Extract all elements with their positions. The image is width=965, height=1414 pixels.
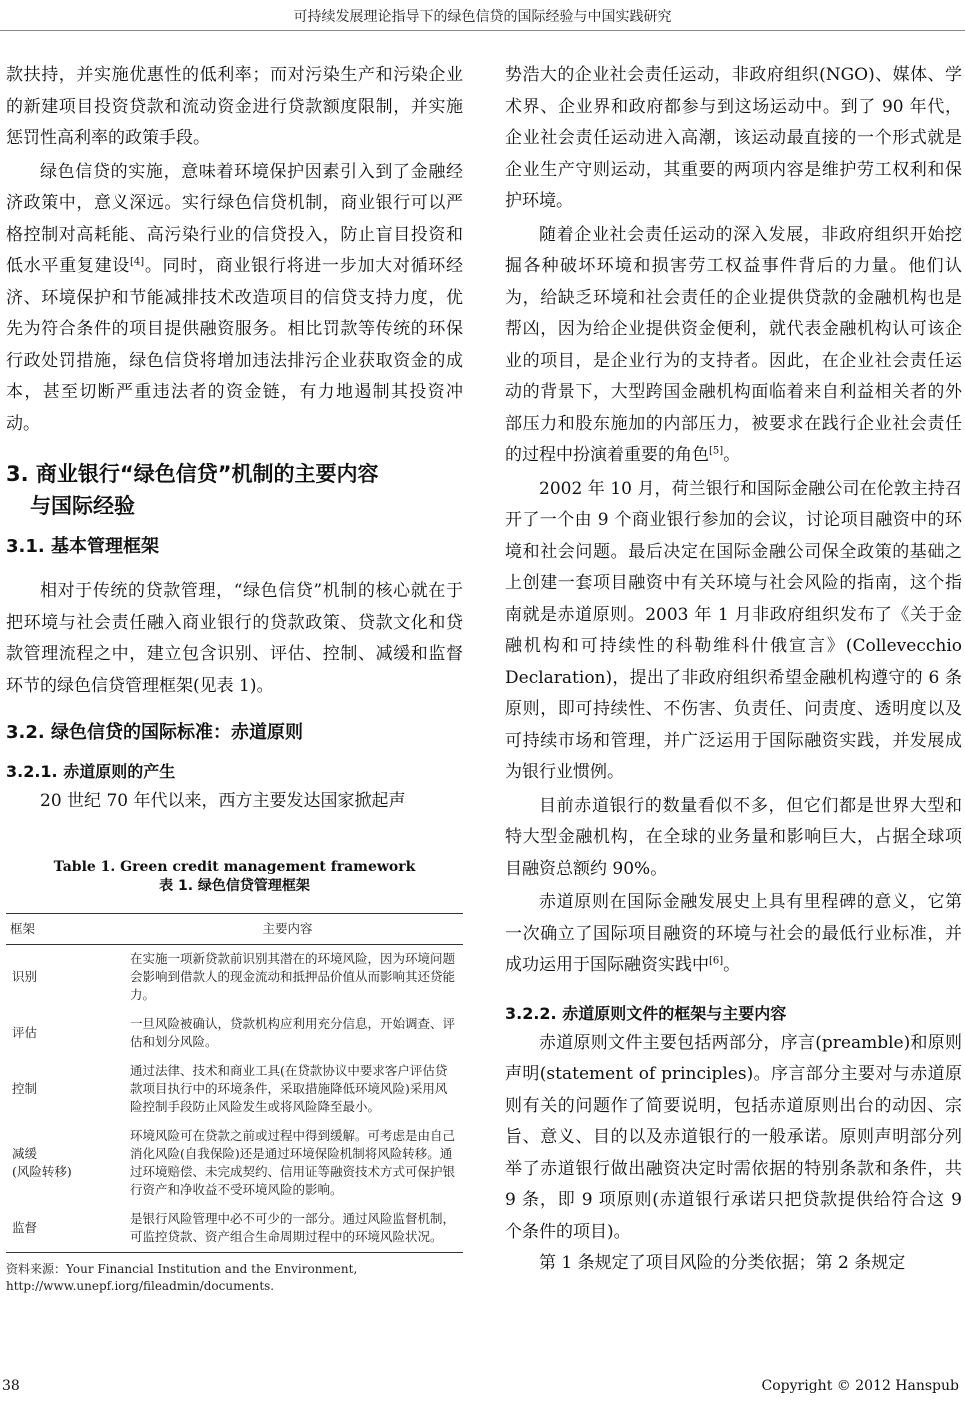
subsection-heading: 3.1. 基本管理框架	[6, 536, 159, 557]
table-cell: 一旦风险被确认，贷款机构应利用充分信息，开始调查、评估和划分风险。	[130, 1016, 456, 1049]
section-heading: 3. 商业银行“绿色信贷”机制的主要内容 与国际经验	[6, 462, 379, 518]
paragraph: 20 世纪 70 年代以来，西方主要发达国家掀起声	[40, 791, 406, 811]
subsection-heading: 3.2. 绿色信贷的国际标准：赤道原则	[6, 722, 303, 743]
copyright: Copyright © 2012 Hanspub	[761, 1378, 959, 1394]
table-cell: 是银行风险管理中必不可少的一部分。通过风险监督机制，可监控贷款、资产组合生命周期过程中的环境风险状况。	[112, 1205, 463, 1253]
page-number: 38	[2, 1378, 20, 1394]
table-row	[6, 945, 463, 1011]
framework-table	[6, 913, 463, 1253]
paragraph: 赤道原则在国际金融发展史上具有里程碑的意义，它第一次确立了国际项目融资的环境与社会的最低行业标准，并成功运用于国际融资实践中[6]。	[505, 892, 962, 975]
table-cell: 减缓 (风险转移)	[12, 1146, 72, 1179]
table-row	[6, 1205, 463, 1253]
subsubsection-heading: 3.2.1. 赤道原则的产生	[6, 762, 176, 781]
table-source: 资料来源：Your Financial Institution and the Environment, http://www.unepf.iorg/fileadmin/documents.	[6, 1261, 463, 1295]
left-column	[6, 60, 463, 818]
header-divider	[0, 30, 965, 31]
paragraph: 相对于传统的贷款管理，“绿色信贷”机制的核心就在于把环境与社会责任融入商业银行的贷款政策、贷款文化和贷款管理流程之中，建立包含识别、评估、控制、减缓和监督环节的绿色信贷管理框架(见表 1)。	[6, 581, 463, 696]
paragraph: 势浩大的企业社会责任运动，非政府组织(NGO)、媒体、学术界、企业界和政府都参与到这场运动中。到了 90 年代，企业社会责任运动进入高潮，该运动最直接的一个形式就是企业生产守则运动，其重要的两项内容是维护劳工权利和保护环境。	[505, 65, 962, 211]
table-cell: 控制	[12, 1081, 38, 1096]
table-cell: 环境风险可在贷款之前或过程中得到缓解。可考虑是由自己消化风险(自我保险)还是通过环境保险机制将风险转移。通过环境赔偿、未完成契约、信用证等融资技术方式可保护银行资产和净收益不受环境风险的影响。	[130, 1128, 456, 1197]
citation-ref: [4]	[130, 256, 145, 268]
table-caption-en: Table 1. Green credit management framework	[53, 859, 416, 875]
paragraph: 赤道原则文件主要包括两部分，序言(preamble)和原则声明(statement of principles)。序言部分主要对与赤道原则有关的问题作了简要说明，包括赤道原则出台的动因、宗旨、意义、目的以及赤道银行的一般承诺。原则声明部分列举了赤道银行做出融资决定时需依据的特别条款和条件，共 9 条，即 9 项原则(赤道银行承诺只把贷款提供给符合这 9 个条件的项目)。	[505, 1032, 962, 1242]
running-title: 可持续发展理论指导下的绿色信贷的国际经验与中国实践研究	[293, 9, 672, 25]
paragraph: 款扶持，并实施优惠性的低利率；而对污染生产和污染企业的新建项目投资贷款和流动资金进行贷款额度限制，并实施惩罚性高利率的政策手段。	[6, 65, 463, 148]
paragraph: 绿色信贷的实施，意味着环境保护因素引入到了金融经济政策中，意义深远。实行绿色信贷机制，商业银行可以严格控制对高耗能、高污染行业的信贷投入，防止盲目投资和低水平重复建设[4]。同时，商业银行将进一步加大对循环经济、环境保护和节能减排技术改造项目的信贷支持力度，优先为符合条件的项目提供融资服务。相比罚款等传统的环保行政处罚措施，绿色信贷将增加违法排污企业获取资金的成本，甚至切断严重违法者的资金链，有力地遏制其投资冲动。	[6, 161, 464, 434]
table-cell: 识别	[12, 969, 38, 984]
paragraph: 目前赤道银行的数量看似不多，但它们都是世界大型和特大型金融机构，在全球的业务量和影响巨大，占据全球项目融资总额约 90%。	[505, 795, 962, 879]
source-link[interactable]: http://www.unepf.iorg/fileadmin/documents.	[6, 1279, 275, 1293]
paragraph: 第 1 条规定了项目风险的分类依据；第 2 条规定	[539, 1253, 906, 1273]
table-cell: 监督	[6, 1205, 112, 1253]
table-row	[6, 1057, 463, 1122]
subsubsection-heading: 3.2.2. 赤道原则文件的框架与主要内容	[505, 1003, 787, 1023]
table-cell: 评估	[12, 1025, 38, 1040]
paragraph: 2002 年 10 月，荷兰银行和国际金融公司在伦敦主持召开了一个由 9 个商业银行参加的会议，讨论项目融资中的环境和社会问题。最后决定在国际金融公司保全政策的基础之上创建一套项目融资中有关环境与社会风险的指南，这个指南就是赤道原则。2003 年 1 月非政府组织发布了《关于金融机构和可持续性的科勒维科什俄宣言》(Collevecchio Declaration)，提出了非政府组织希望金融机构遵守的 6 条原则，即可持续性、不伤害、负责任、问责度、透明度以及可持续市场和管理，并广泛运用于国际融资实践，并发展成为银行业惯例。	[505, 478, 962, 782]
table-cell: 在实施一项新贷款前识别其潜在的环境风险，因为环境问题会影响到借款人的现金流动和抵押品价值从而影响其还贷能力。	[130, 951, 456, 1002]
table-row	[6, 1122, 463, 1205]
column-header: 主要内容	[112, 914, 463, 945]
right-column	[505, 60, 962, 1280]
citation-ref: [6]	[709, 955, 724, 967]
table-block	[6, 858, 463, 1295]
table-header-row	[6, 914, 463, 945]
table-row	[6, 1010, 463, 1057]
paragraph: 随着企业社会责任运动的深入发展，非政府组织开始挖掘各种破坏环境和损害劳工权益事件背后的力量。他们认为，给缺乏环境和社会责任的企业提供贷款的金融机构也是帮凶，因为给企业提供资金便利，就代表金融机构认可该企业的项目，是企业行为的支持者。因此，在企业社会责任运动的背景下，大型跨国金融机构面临着来自利益相关者的外部压力和股东施加的内部压力，被要求在践行企业社会责任的过程中扮演着重要的角色[5]。	[505, 224, 962, 465]
table-caption-zh: 表 1. 绿色信贷管理框架	[159, 878, 310, 894]
citation-ref: [5]	[709, 445, 724, 457]
column-header: 框架	[6, 914, 112, 945]
table-cell: 通过法律、技术和商业工具(在贷款协议中要求客户评估贷款项目执行中的环境条件，采取措施降低环境风险)采用风险控制手段防止风险发生或将风险降至最小。	[130, 1063, 448, 1114]
